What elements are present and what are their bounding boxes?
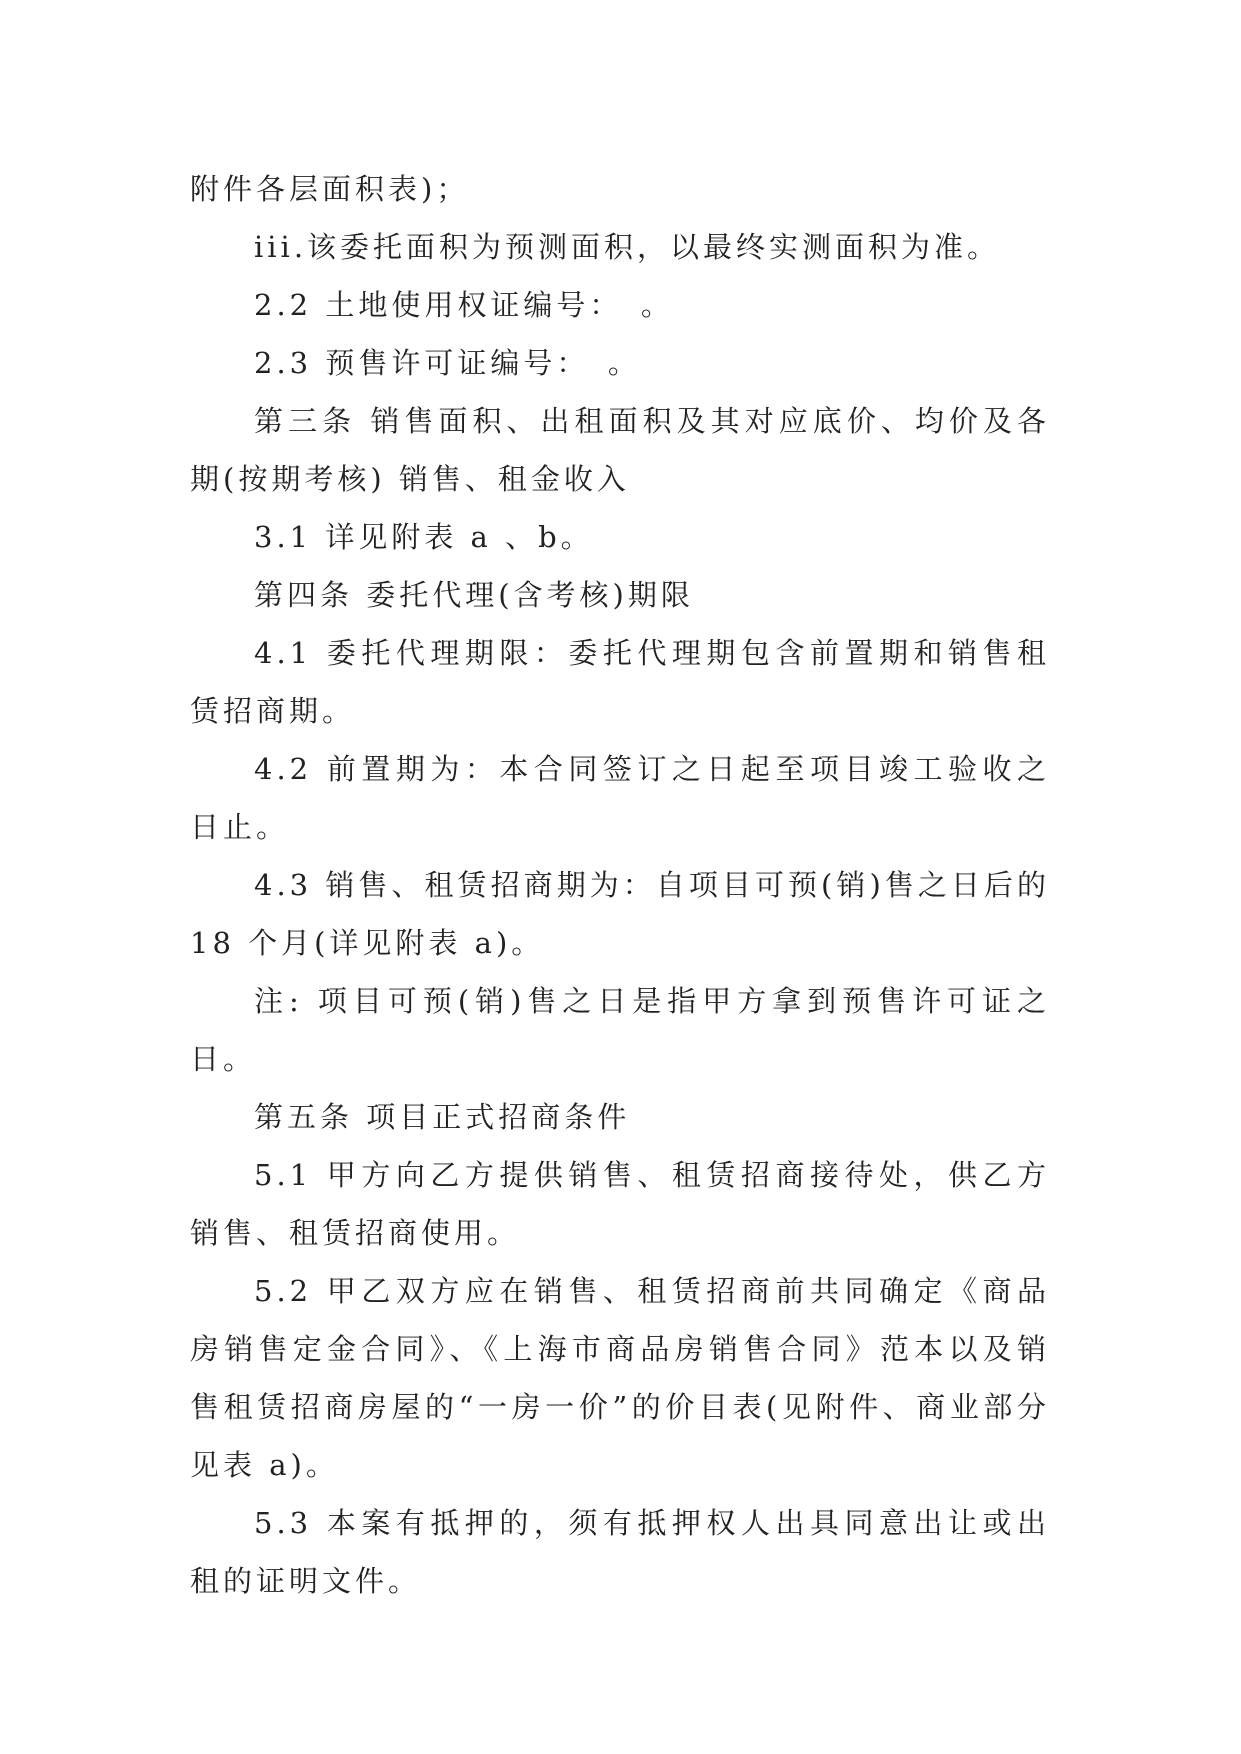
paragraph-5-2: 5.2 甲乙双方应在销售、租赁招商前共同确定《商品房销售定金合同》、《上海市商品房销售合同》范本以及销售租赁招商房屋的“一房一价”的价目表(见附件、商业部分见表 a)。 — [190, 1274, 1050, 1482]
paragraph-2-2-land-certificate: 2.2 土地使用权证编号： 。 — [254, 288, 674, 322]
paragraph-5-3: 5.3 本案有抵押的，须有抵押权人出具同意出让或出租的证明文件。 — [190, 1506, 1050, 1598]
paragraph-3-1: 3.1 详见附表 a 、b。 — [254, 520, 594, 554]
paragraph-4-2: 4.2 前置期为：本合同签订之日起至项目竣工验收之日止。 — [190, 752, 1050, 844]
document-body — [190, 160, 1050, 1610]
paragraph-2-3-presale-permit: 2.3 预售许可证编号： 。 — [254, 346, 641, 380]
paragraph-4-3: 4.3 销售、租赁招商期为：自项目可预(销)售之日后的18 个月(详见附表 a)。 — [190, 868, 1050, 960]
paragraph-5-1: 5.1 甲方向乙方提供销售、租赁招商接待处，供乙方销售、租赁招商使用。 — [190, 1158, 1050, 1250]
paragraph-note: 注: 项目可预(销)售之日是指甲方拿到预售许可证之日。 — [190, 984, 1050, 1076]
heading-article-4: 第四条 委托代理(含考核)期限 — [254, 578, 694, 612]
heading-article-3: 第三条 销售面积、出租面积及其对应底价、均价及各期(按期考核) 销售、租金收入 — [190, 404, 1050, 496]
paragraph-attachment-area-table: 附件各层面积表)； — [190, 172, 470, 206]
paragraph-iii-estimated-area: iii.该委托面积为预测面积，以最终实测面积为准。 — [254, 230, 1001, 264]
heading-article-5: 第五条 项目正式招商条件 — [254, 1100, 631, 1134]
paragraph-4-1: 4.1 委托代理期限：委托代理期包含前置期和销售租赁招商期。 — [190, 636, 1050, 728]
